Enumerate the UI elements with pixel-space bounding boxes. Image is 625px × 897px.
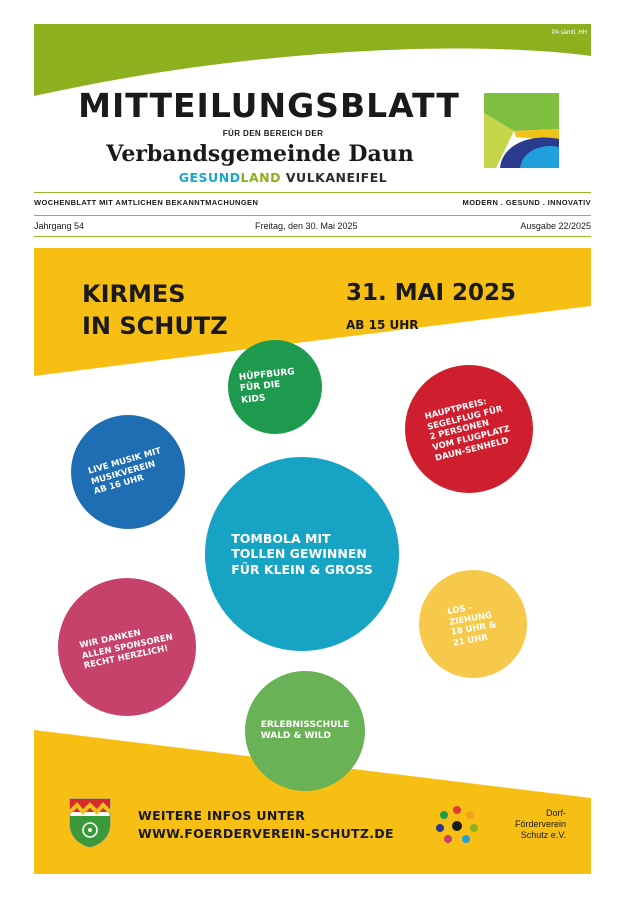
- header-swoosh: [0, 0, 625, 100]
- bubble-musik: [71, 415, 185, 529]
- bubble-erlebnis: [245, 671, 365, 791]
- bubble-los-text: LOS - ZIEHUNG 18 UHR & 21 UHR: [446, 602, 498, 649]
- region-tagline: [170, 170, 396, 185]
- event-date: 31. MAI 2025: [346, 280, 517, 306]
- event-headline: KIRMES IN SCHUTZ: [82, 280, 228, 340]
- header-rule-bottom: [34, 236, 591, 237]
- bubble-los: [419, 570, 527, 678]
- bubble-musik-text: LIVE MUSIK MIT MUSIKVEREIN AB 16 UHR: [87, 446, 163, 498]
- weekly-label: WOCHENBLATT MIT AMTLICHEN BEKANNTMACHUNGEN: [34, 198, 259, 207]
- bubble-hauptpreis-text: HAUPTPREIS: SEGELFLUG FÜR 2 PERSONEN VOM FLUGPLATZ DAUN-SENHELD: [424, 397, 512, 464]
- publication-subtitle: FÜR DEN BEREICH DER: [222, 129, 324, 138]
- header-rule-mid: [34, 215, 591, 216]
- club-name: Dorf- Förderverein Schutz e.V.: [514, 808, 566, 840]
- publication-title: MITTEILUNGSBLATT: [78, 86, 460, 125]
- vulkaneifel-logo-icon: [484, 93, 559, 168]
- bubble-erlebnis-text: ERLEBNISSCHULE WALD & WILD: [260, 719, 350, 741]
- issue-date: Freitag, den 30. Mai 2025: [255, 221, 358, 231]
- people-circle-logo-icon: [434, 804, 480, 844]
- bubble-huepfburg-text: HÜPFBURG FÜR DIE KIDS: [238, 367, 296, 406]
- motto-label: MODERN . GESUND . INNOVATIV: [462, 198, 591, 207]
- bubble-hauptpreis: [405, 365, 533, 493]
- event-time: AB 15 UHR: [346, 318, 419, 332]
- tagline-vulkaneifel: VULKANEIFEL: [281, 170, 388, 185]
- footer-info-label: WEITERE INFOS UNTER: [138, 808, 306, 823]
- tagline-land: LAND: [240, 170, 282, 185]
- footer-website-link[interactable]: WWW.FOERDERVEREIN-SCHUTZ.DE: [138, 826, 394, 841]
- postal-note: PA sämtl. HH: [551, 30, 587, 36]
- issue-number: Ausgabe 22/2025: [520, 221, 591, 231]
- bubble-sponsoren-text: WIR DANKEN ALLEN SPONSOREN RECHT HERZLICH!: [78, 628, 174, 672]
- bubble-tombola-text: TOMBOLA MIT TOLLEN GEWINNEN FÜR KLEIN & GROSS: [231, 530, 373, 577]
- header-rule-top: [34, 192, 591, 193]
- municipal-crest-icon: [69, 798, 111, 848]
- bubble-sponsoren: [58, 578, 196, 716]
- tagline-gesund: GESUND: [178, 170, 241, 185]
- bubble-tombola: [205, 457, 399, 651]
- municipality-name: Verbandsgemeinde Daun: [106, 141, 414, 167]
- bubble-huepfburg: [228, 340, 322, 434]
- volume-label: Jahrgang 54: [34, 221, 85, 231]
- kirmes-poster: [34, 248, 591, 874]
